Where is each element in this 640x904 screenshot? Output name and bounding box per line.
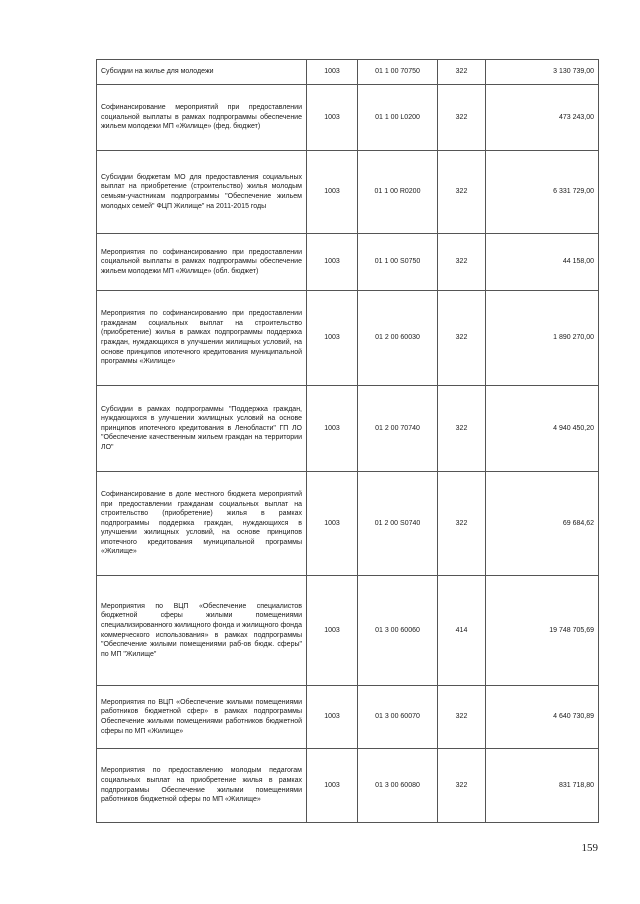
amount: 831 718,80 [486, 749, 599, 823]
section-code: 1003 [307, 472, 358, 576]
expense-type-code: 322 [438, 234, 486, 291]
section-code: 1003 [307, 291, 358, 386]
row-description: Мероприятия по ВЦП «Обеспечение специалистов бюджетной сферы жилыми помещениями специализированного жилищного фонда и жилищного фонда коммерческого использования» в рамках подпрограммы "Обеспечение жилыми помещениями раб-ов бюдж. сферы" по МП "Жилище" [97, 576, 307, 686]
page-number: 159 [581, 842, 598, 854]
row-description: Софинансирование мероприятий при предоставлении социальной выплаты в рамках подпрограммы обеспечение жильем молодежи МП «Жилище» (фед. бюджет) [97, 85, 307, 151]
amount: 473 243,00 [486, 85, 599, 151]
section-code: 1003 [307, 151, 358, 234]
section-code: 1003 [307, 576, 358, 686]
table-row [97, 151, 599, 234]
expense-type-code: 322 [438, 85, 486, 151]
amount: 1 890 270,00 [486, 291, 599, 386]
table-row [97, 576, 599, 686]
row-description: Мероприятия по софинансированию при предоставлении гражданам социальных выплат на строительство (приобретение) жилья в рамках подпрограммы поддержка граждан, нуждающихся в улучшении жилищных условий, на основе принципов ипотечного кредитования муниципальной программы «Жилище» [97, 291, 307, 386]
section-code: 1003 [307, 234, 358, 291]
section-code: 1003 [307, 386, 358, 472]
expense-type-code: 322 [438, 151, 486, 234]
amount: 6 331 729,00 [486, 151, 599, 234]
target-article-code: 01 1 00 L0200 [358, 85, 438, 151]
expense-type-code: 322 [438, 291, 486, 386]
table-row [97, 60, 599, 85]
section-code: 1003 [307, 686, 358, 749]
section-code: 1003 [307, 85, 358, 151]
table-row [97, 749, 599, 823]
target-article-code: 01 1 00 R0200 [358, 151, 438, 234]
expense-type-code: 322 [438, 386, 486, 472]
row-description: Мероприятия по софинансированию при предоставлении социальной выплаты в рамках подпрограммы обеспечение жильем молодежи МП «Жилище» (обл. бюджет) [97, 234, 307, 291]
target-article-code: 01 1 00 70750 [358, 60, 438, 85]
amount: 19 748 705,69 [486, 576, 599, 686]
table-row [97, 686, 599, 749]
expense-type-code: 322 [438, 749, 486, 823]
table-row [97, 472, 599, 576]
row-description: Мероприятия по ВЦП «Обеспечение жилыми помещениями работников бюджетной сфер» в рамках подпрограммы Обеспечение жилыми помещениями работников бюджетной сферы по МП «Жилище» [97, 686, 307, 749]
table-row [97, 291, 599, 386]
budget-table [96, 59, 599, 823]
table-row [97, 386, 599, 472]
amount: 44 158,00 [486, 234, 599, 291]
expense-type-code: 322 [438, 472, 486, 576]
expense-type-code: 322 [438, 60, 486, 85]
table-row [97, 234, 599, 291]
row-description: Субсидии бюджетам МО для предоставления социальных выплат на приобретение (строительство) жилья молодым семьям-участникам подпрограммы "Обеспечение жильем молодых семей" ФЦП Жилище" на 2011-2015 годы [97, 151, 307, 234]
expense-type-code: 322 [438, 686, 486, 749]
section-code: 1003 [307, 749, 358, 823]
amount: 3 130 739,00 [486, 60, 599, 85]
row-description: Субсидии в рамках подпрограммы "Поддержка граждан, нуждающихся в улучшении жилищных условий на основе принципов ипотечного кредитования в Ленобласти" ГП ЛО "Обеспечение качественным жильем граждан на территории ЛО" [97, 386, 307, 472]
row-description: Софинансирование в доле местного бюджета мероприятий при предоставлении гражданам социальных выплат на строительство (приобретение) жилья в рамках подпрограммы поддержка граждан, нуждающихся в улучшении жилищных условий, на основе принципов ипотечного кредитования муниципальной программы «Жилище» [97, 472, 307, 576]
target-article-code: 01 2 00 60030 [358, 291, 438, 386]
section-code: 1003 [307, 60, 358, 85]
amount: 69 684,62 [486, 472, 599, 576]
expense-type-code: 414 [438, 576, 486, 686]
target-article-code: 01 1 00 S0750 [358, 234, 438, 291]
target-article-code: 01 3 00 60080 [358, 749, 438, 823]
row-description: Субсидии на жилье для молодежи [97, 60, 307, 85]
row-description: Мероприятия по предоставлению молодым педагогам социальных выплат на приобретение жилья в рамках подпрограммы Обеспечение жилыми помещениями работников бюджетной сферы по МП «Жилище» [97, 749, 307, 823]
amount: 4 640 730,89 [486, 686, 599, 749]
target-article-code: 01 2 00 70740 [358, 386, 438, 472]
target-article-code: 01 3 00 60060 [358, 576, 438, 686]
amount: 4 940 450,20 [486, 386, 599, 472]
table-row [97, 85, 599, 151]
target-article-code: 01 3 00 60070 [358, 686, 438, 749]
target-article-code: 01 2 00 S0740 [358, 472, 438, 576]
